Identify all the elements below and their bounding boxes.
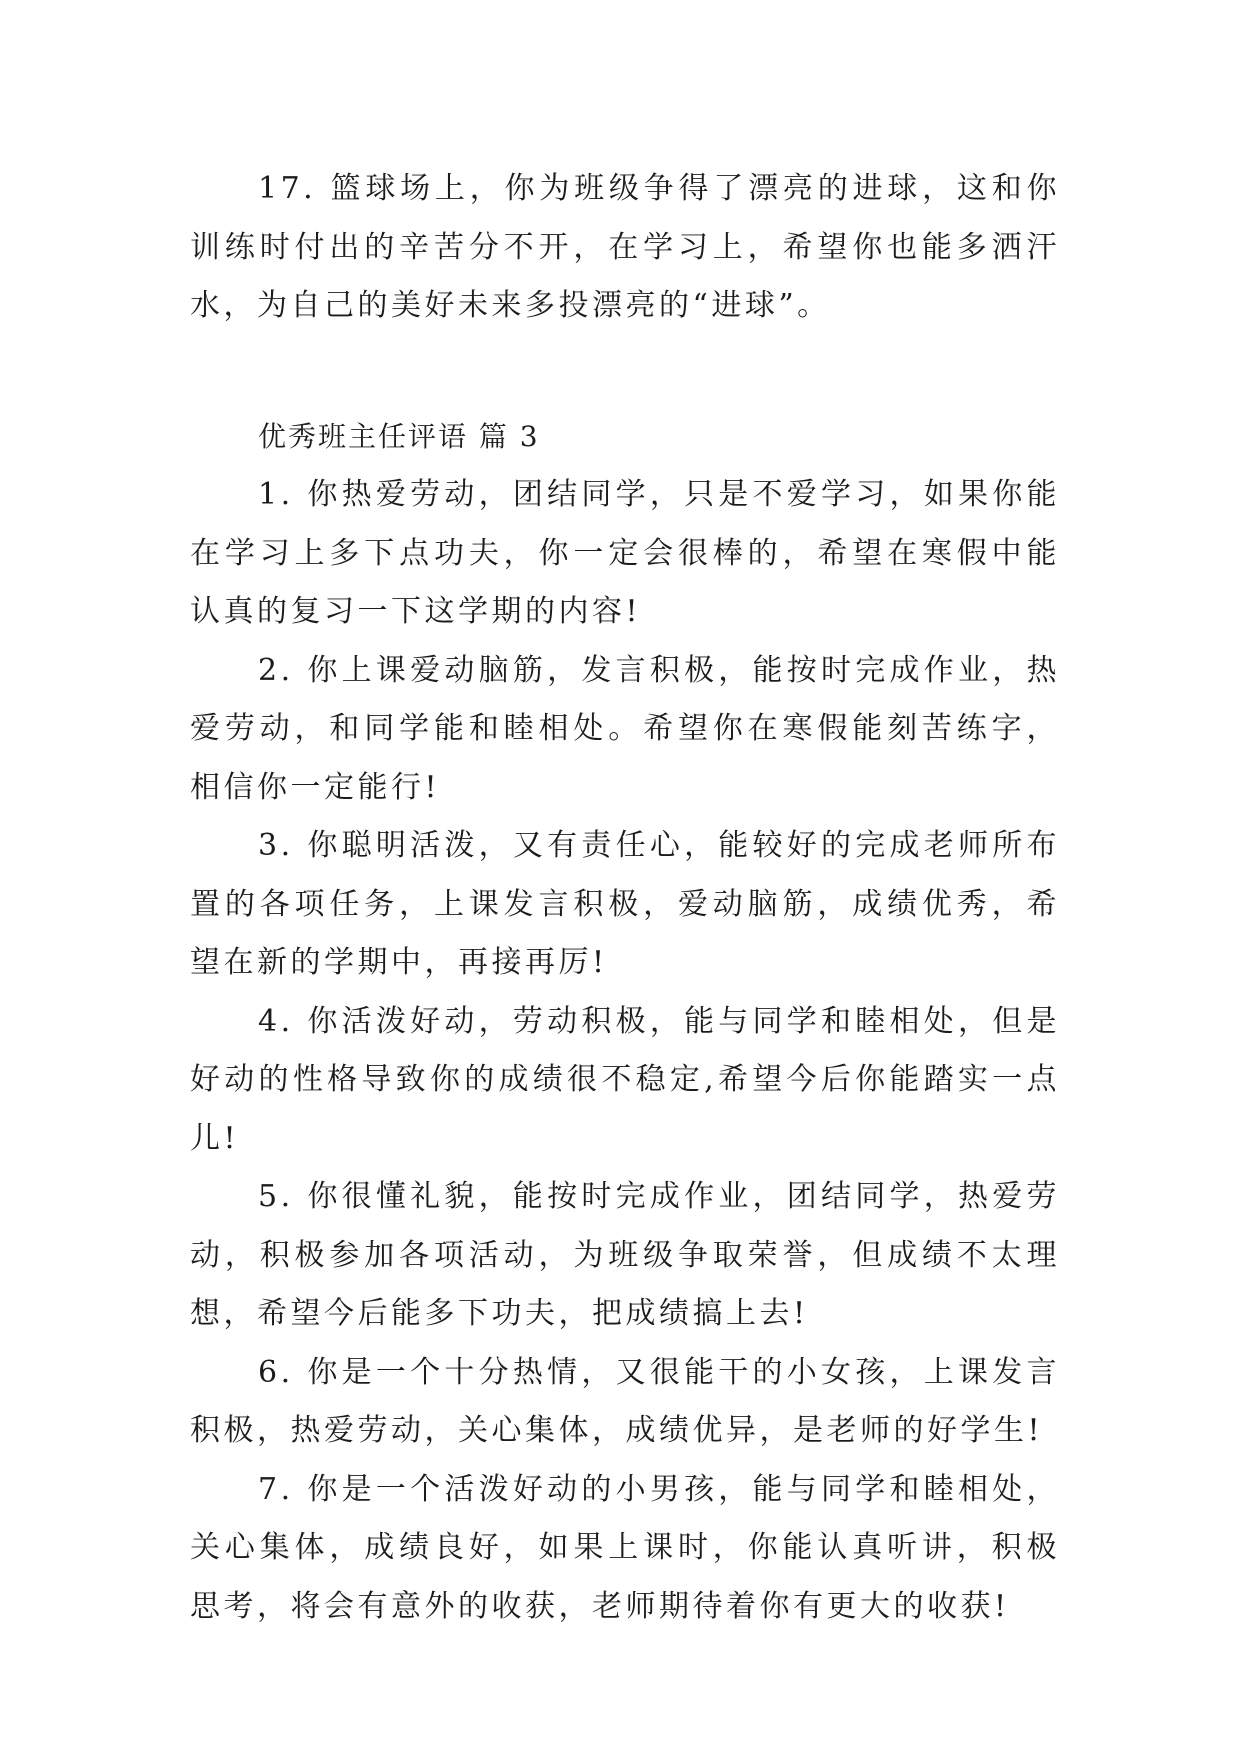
comment-entry-7: 7. 你是一个活泼好动的小男孩，能与同学和睦相处，关心集体，成绩良好，如果上课时，你能认真听讲，积极思考，将会有意外的收获，老师期待着你有更大的收获! (190, 1471, 1060, 1624)
comment-entry-3: 3. 你聪明活泼，又有责任心，能较好的完成老师所布置的各项任务，上课发言积极，爱动脑筋，成绩优秀，希望在新的学期中，再接再厉! (190, 828, 1060, 980)
comment-entry-5: 5. 你很懂礼貌，能按时完成作业，团结同学，热爱劳动，积极参加各项活动，为班级争取荣誉，但成绩不太理想，希望今后能多下功夫，把成绩搞上去! (190, 1179, 1060, 1331)
document-body (190, 160, 1060, 1636)
comment-entry-6: 6. 你是一个十分热情，又很能干的小女孩，上课发言积极，热爱劳动，关心集体，成绩优异，是老师的好学生! (190, 1354, 1060, 1448)
comment-entry-1: 1. 你热爱劳动，团结同学，只是不爱学习，如果你能在学习上多下点功夫，你一定会很棒的，希望在寒假中能认真的复习一下这学期的内容! (190, 477, 1060, 629)
paragraph-17: 17. 篮球场上，你为班级争得了漂亮的进球，这和你训练时付出的辛苦分不开，在学习上，希望你也能多洒汗水，为自己的美好未来多投漂亮的“进球”。 (190, 171, 1060, 323)
section-heading: 优秀班主任评语 篇 3 (258, 419, 540, 453)
comment-entry-4: 4. 你活泼好动，劳动积极，能与同学和睦相处，但是好动的性格导致你的成绩很不稳定,希望今后你能踏实一点儿! (190, 1003, 1060, 1156)
comment-list (190, 466, 1060, 1636)
comment-entry-2: 2. 你上课爱动脑筋，发言积极，能按时完成作业，热爱劳动，和同学能和睦相处。希望你在寒假能刻苦练字，相信你一定能行! (190, 652, 1060, 805)
